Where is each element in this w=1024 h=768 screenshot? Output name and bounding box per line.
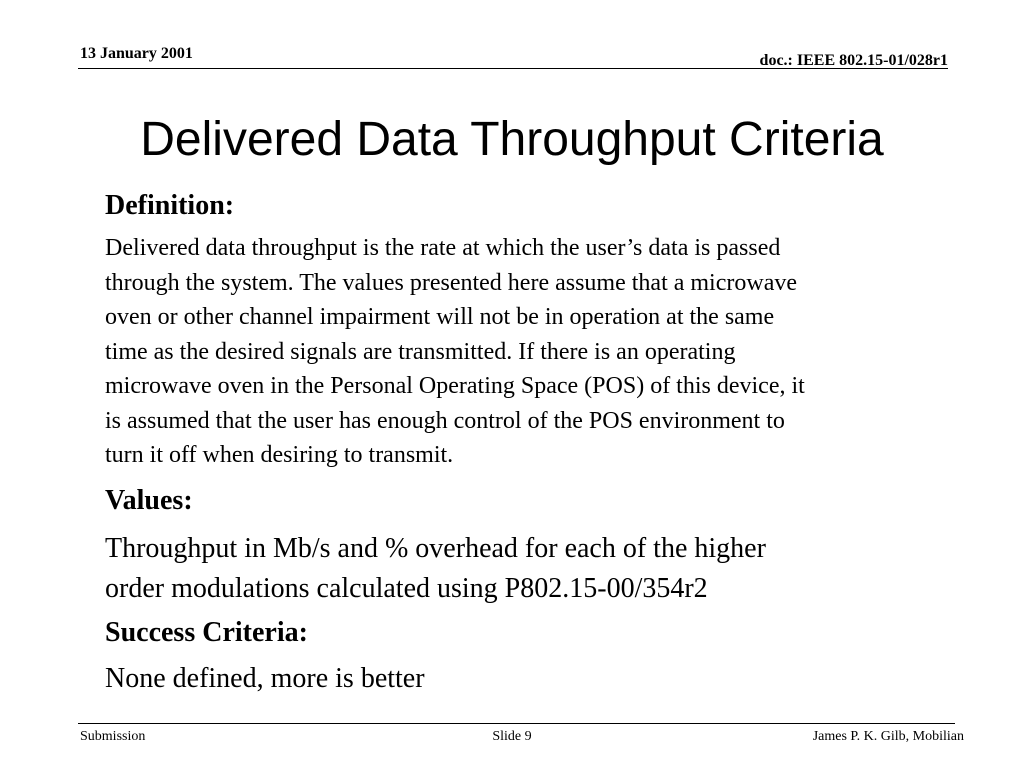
definition-line: is assumed that the user has enough control of the POS environment to: [105, 407, 785, 434]
footer-divider: [78, 723, 955, 724]
header-date: 13 January 2001: [80, 45, 193, 62]
definition-body: [105, 231, 945, 473]
footer-author: James P. K. Gilb, Mobilian: [812, 729, 964, 744]
values-heading: Values:: [105, 484, 193, 516]
definition-line: oven or other channel impairment will not be in operation at the same: [105, 304, 775, 330]
definition-line: time as the desired signals are transmitted. If there is an operating: [105, 338, 736, 365]
values-body: [105, 529, 945, 609]
success-criteria-heading: Success Criteria:: [105, 616, 308, 648]
definition-heading: Definition:: [105, 190, 235, 221]
values-line: order modulations calculated using P802.15-00/354r2: [105, 572, 708, 604]
slide-title: Delivered Data Throughput Criteria: [140, 113, 884, 166]
definition-line: Delivered data throughput is the rate at which the user’s data is passed: [105, 235, 781, 261]
slide-content: [105, 188, 945, 699]
definition-line: turn it off when desiring to transmit.: [105, 442, 454, 468]
footer-submission: Submission: [80, 729, 146, 744]
success-criteria-body: None defined, more is better: [105, 662, 425, 694]
footer-slide-number: Slide 9: [492, 729, 532, 744]
definition-line: through the system. The values presented here assume that a microwave: [105, 269, 798, 296]
header-divider: [78, 68, 948, 69]
definition-line: microwave oven in the Personal Operating Space (POS) of this device, it: [105, 373, 805, 399]
header-doc-id: doc.: IEEE 802.15-01/028r1: [759, 52, 948, 69]
values-line: Throughput in Mb/s and % overhead for each of the higher: [105, 532, 766, 564]
